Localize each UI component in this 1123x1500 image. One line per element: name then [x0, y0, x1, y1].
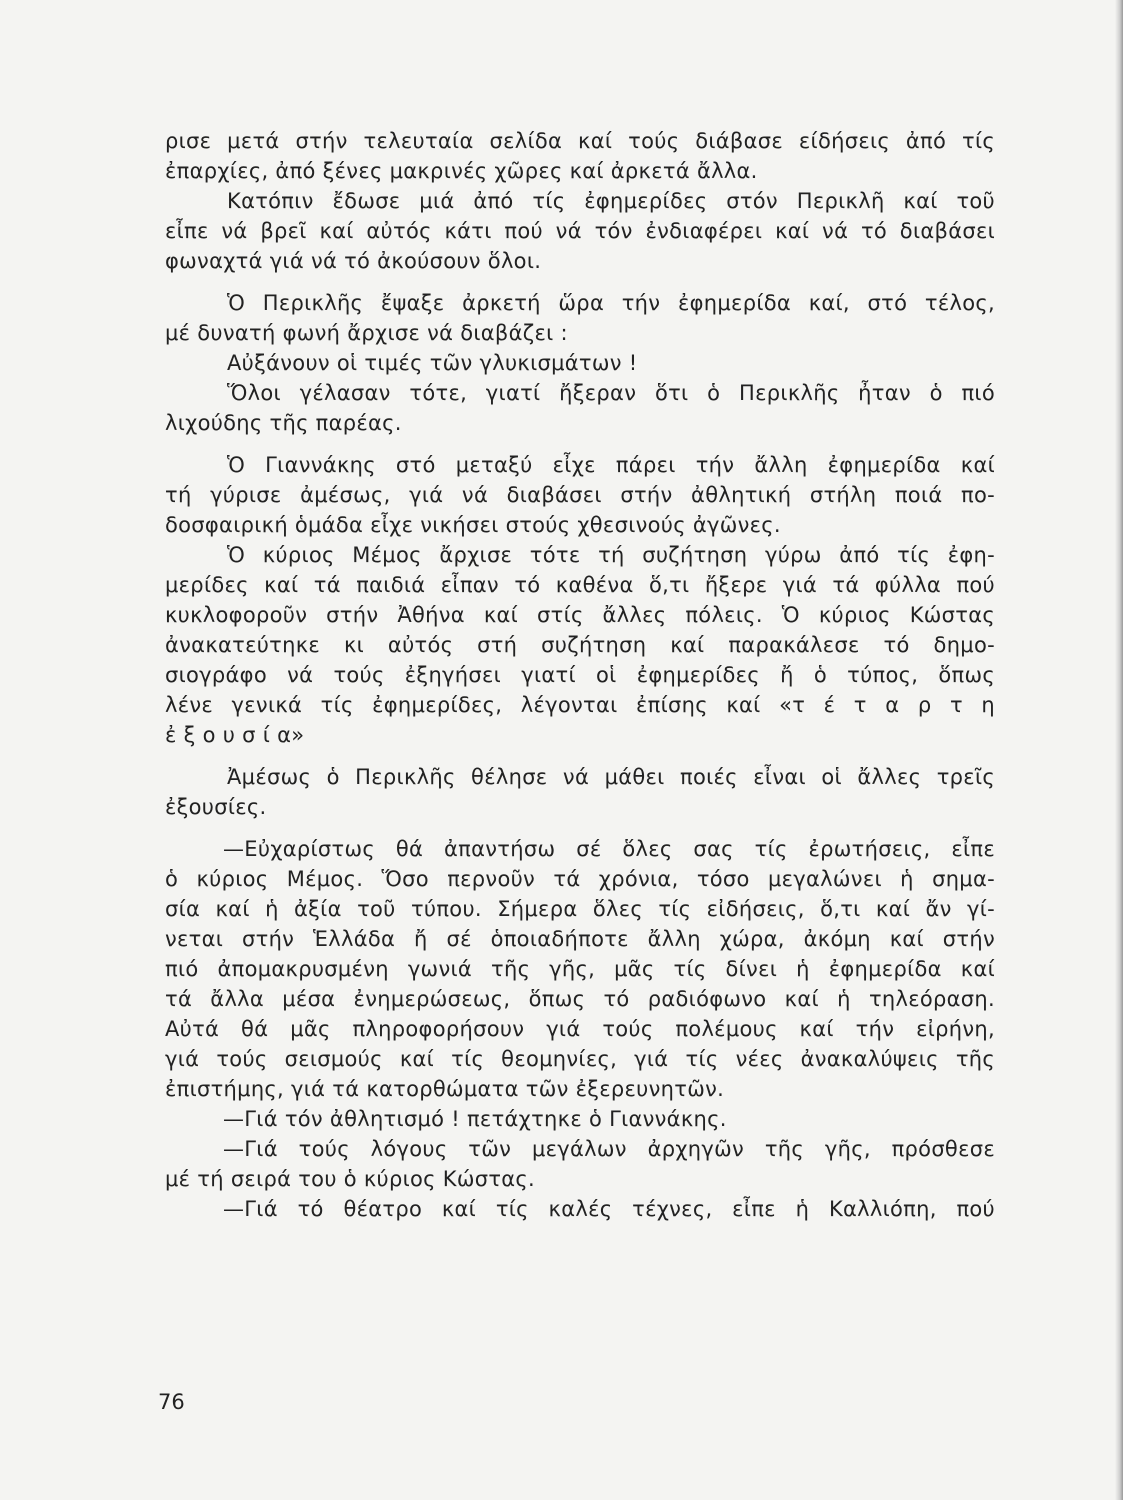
page-edge-shadow [1115, 0, 1123, 1500]
text-line: —Γιά τόν ἀθλητισμό ! πετάχτηκε ὁ Γιαννάκης. [223, 1107, 727, 1131]
text-line: πιό ἀπομακρυσμένη γωνιά τῆς γῆς, μᾶς τίς δίνει ἡ ἐφημερίδα καί [165, 957, 995, 981]
text-line: λιχούδης τῆς παρέας. [165, 411, 402, 435]
text-line: μέ δυνατή φωνή ἄρχισε νά διαβάζει : [165, 321, 568, 345]
text-line: ἐπαρχίες, ἀπό ξένες μακρινές χῶρες καί ἀρκετά ἄλλα. [165, 159, 758, 183]
text-line: ἀνακατεύτηκε κι αὐτός στή συζήτηση καί παρακάλεσε τό δημο- [165, 633, 995, 657]
text-line: Κατόπιν ἔδωσε μιά ἀπό τίς ἐφημερίδες στόν Περικλῆ καί τοῦ [227, 189, 995, 213]
text-line: Ὅλοι γέλασαν τότε, γιατί ἤξεραν ὅτι ὁ Περικλῆς ἦταν ὁ πιό [227, 381, 995, 405]
text-line: μερίδες καί τά παιδιά εἶπαν τό καθένα ὅ,τι ἤξερε γιά τά φύλλα πού [165, 573, 995, 597]
text-line: Αὐξάνουν οἱ τιμές τῶν γλυκισμάτων ! [227, 351, 638, 375]
text-line: γιά τούς σεισμούς καί τίς θεομηνίες, γιά τίς νέες ἀνακαλύψεις τῆς [165, 1047, 995, 1071]
text-line: σία καί ἡ ἀξία τοῦ τύπου. Σήμερα ὅλες τίς εἰδήσεις, ὅ,τι καί ἄν γί- [165, 897, 995, 921]
text-line: σιογράφο νά τούς ἐξηγήσει γιατί οἱ ἐφημερίδες ἤ ὁ τύπος, ὅπως [165, 663, 995, 687]
text-line: Ἀμέσως ὁ Περικλῆς θέλησε νά μάθει ποιές εἶναι οἱ ἄλλες τρεῖς [227, 765, 995, 789]
text-line: τά ἄλλα μέσα ἐνημερώσεως, ὅπως τό ραδιόφωνο καί ἡ τηλεόραση. [165, 987, 995, 1011]
text-line: Ὁ Περικλῆς ἔψαξε ἀρκετή ὥρα τήν ἐφημερίδα καί, στό τέλος, [227, 291, 995, 315]
text-line: μέ τή σειρά του ὁ κύριος Κώστας. [165, 1167, 536, 1191]
text-line: —Γιά τό θέατρο καί τίς καλές τέχνες, εἶπε ἡ Καλλιόπη, πού [223, 1197, 995, 1221]
text-line: ἐξουσίες. [165, 795, 267, 819]
text-line: —Γιά τούς λόγους τῶν μεγάλων ἀρχηγῶν τῆς γῆς, πρόσθεσε [223, 1137, 995, 1161]
text-line: Ὁ κύριος Μέμος ἄρχισε τότε τή συζήτηση γύρω ἀπό τίς ἐφη- [227, 543, 995, 567]
text-line: φωναχτά γιά νά τό ἀκούσουν ὅλοι. [165, 249, 542, 273]
text-line: τή γύρισε ἀμέσως, γιά νά διαβάσει στήν ἀθλητική στήλη ποιά πο- [165, 483, 995, 507]
text-line: ρισε μετά στήν τελευταία σελίδα καί τούς διάβασε είδήσεις ἀπό τίς [165, 129, 995, 153]
text-line: κυκλοφοροῦν στήν Ἀθήνα καί στίς ἄλλες πόλεις. Ὁ κύριος Κώστας [165, 603, 995, 627]
text-line: εἶπε νά βρεῖ καί αὐτός κάτι πού νά τόν ἐνδιαφέρει καί νά τό διαβάσει [165, 219, 995, 243]
text-line: ἐ ξ ο υ σ ί α» [165, 723, 305, 747]
text-line: νεται στήν Ἑλλάδα ἤ σέ ὁποιαδήποτε ἄλλη χώρα, ἀκόμη καί στήν [165, 927, 995, 951]
text-line: Ὁ Γιαννάκης στό μεταξύ εἶχε πάρει τήν ἄλλη ἐφημερίδα καί [227, 453, 995, 477]
text-line: δοσφαιρική ὁμάδα εἶχε νικήσει στούς χθεσινούς ἀγῶνες. [165, 513, 781, 537]
page-body [165, 126, 995, 1224]
text-line: —Εὐχαρίστως θά ἀπαντήσω σέ ὅλες σας τίς ἐρωτήσεις, εἶπε [223, 837, 995, 861]
text-line: ἐπιστήμης, γιά τά κατορθώματα τῶν ἐξερευνητῶν. [165, 1077, 725, 1101]
text-line: ὁ κύριος Μέμος. Ὅσο περνοῦν τά χρόνια, τόσο μεγαλώνει ἡ σημα- [165, 867, 995, 891]
page-number: 76 [158, 1390, 185, 1414]
text-line: Αὐτά θά μᾶς πληροφορήσουν γιά τούς πολέμους καί τήν εἰρήνη, [165, 1017, 995, 1041]
text-line: λένε γενικά τίς ἐφημερίδες, λέγονται ἐπίσης καί «τ έ τ α ρ τ η [165, 693, 995, 717]
